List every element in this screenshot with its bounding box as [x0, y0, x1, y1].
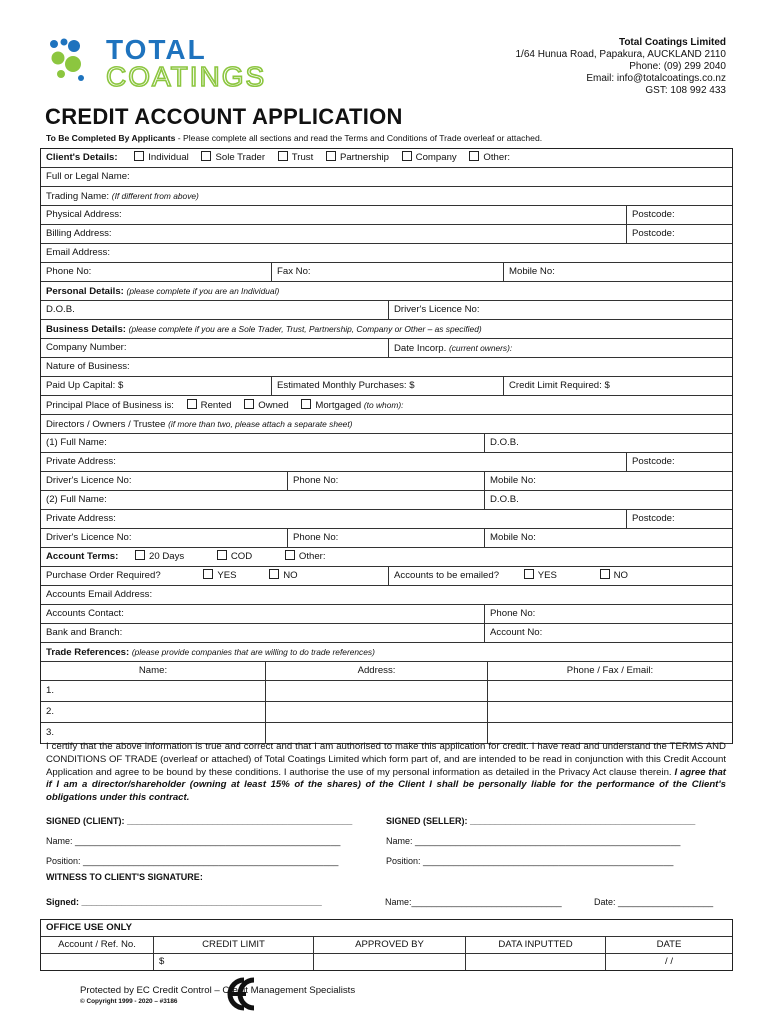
billing-address-row	[41, 225, 732, 244]
logo-word-total: TOTAL	[106, 34, 207, 65]
office-account-value[interactable]	[41, 954, 153, 970]
signed-client-line[interactable]: SIGNED (CLIENT): _____________________________________________	[46, 816, 353, 826]
nature-of-business-field[interactable]: Nature of Business:	[41, 358, 732, 377]
physical-address-field[interactable]: Physical Address:	[46, 209, 122, 220]
trading-name-field[interactable]: Trading Name: (If different from above)	[41, 187, 732, 206]
instructions: To Be Completed By Applicants - Please complete all sections and read the Terms and Conditions of Trade overleaf or attached.	[46, 133, 543, 143]
emailed-no-checkbox[interactable]	[600, 569, 610, 579]
trade-references-columns	[41, 662, 732, 681]
po-no-checkbox[interactable]	[269, 569, 279, 579]
company-gst: GST: 108 992 433	[645, 85, 726, 96]
company-phone: Phone: (09) 299 2040	[629, 61, 726, 72]
office-use-label: OFFICE USE ONLY	[46, 922, 133, 933]
trade-ref-2-address[interactable]	[265, 702, 487, 722]
director1-name-row	[41, 434, 732, 453]
business-details-header: Business Details: (please complete if you are a Sole Trader, Trust, Partnership, Company or Other – as specified)	[41, 320, 732, 339]
office-col-limit: CREDIT LIMIT	[153, 937, 313, 953]
billing-address-field[interactable]: Billing Address:	[46, 228, 112, 239]
capital-row	[41, 377, 732, 396]
director1-dob-field[interactable]: D.O.B.	[484, 434, 732, 452]
trade-ref-1-phone[interactable]	[487, 681, 732, 701]
footer-text: Protected by EC Credit Control – Credit Management Specialists	[80, 985, 356, 996]
director2-name-field[interactable]: (2) Full Name:	[46, 494, 107, 505]
contact-numbers-row	[41, 263, 732, 282]
office-col-account: Account / Ref. No.	[58, 939, 136, 950]
trade-reference-row	[41, 702, 732, 723]
personal-details-header: Personal Details: (please complete if you are an Individual)	[41, 282, 732, 301]
director2-address-field[interactable]: Private Address:	[46, 513, 116, 524]
other-terms-checkbox[interactable]	[285, 550, 295, 560]
director2-phone-field[interactable]: Phone No:	[287, 529, 484, 547]
director2-dob-field[interactable]: D.O.B.	[484, 491, 732, 509]
physical-address-row	[41, 206, 732, 225]
office-date-value[interactable]: / /	[605, 954, 732, 970]
trade-ref-1-name[interactable]: 1.	[46, 685, 55, 696]
individual-checkbox[interactable]	[134, 151, 144, 161]
accounts-contact-field[interactable]: Accounts Contact:	[46, 608, 124, 619]
mortgaged-checkbox[interactable]	[301, 399, 311, 409]
total-coatings-logo	[46, 34, 326, 94]
office-use-table	[40, 919, 733, 971]
director1-address-field[interactable]: Private Address:	[46, 456, 116, 467]
office-data-value[interactable]	[465, 954, 605, 970]
purchase-order-row: Purchase Order Required? YES NO Accounts to be emailed? YES NO	[41, 567, 732, 586]
office-col-date: DATE	[605, 937, 732, 953]
trade-col-address: Address:	[265, 662, 487, 680]
trade-ref-1-address[interactable]	[265, 681, 487, 701]
office-limit-value[interactable]: $	[153, 954, 313, 970]
email-address-field[interactable]: Email Address:	[41, 244, 732, 263]
office-approved-value[interactable]	[313, 954, 465, 970]
company-checkbox[interactable]	[402, 151, 412, 161]
billing-postcode-field[interactable]: Postcode:	[626, 225, 732, 243]
emailed-yes-checkbox[interactable]	[524, 569, 534, 579]
cod-checkbox[interactable]	[217, 550, 227, 560]
accounts-email-field[interactable]: Accounts Email Address:	[41, 586, 732, 605]
personal-details-row	[41, 301, 732, 320]
fax-field[interactable]: Fax No:	[271, 263, 503, 281]
director2-licence-field[interactable]: Driver's Licence No:	[46, 532, 132, 543]
company-number-row	[41, 339, 732, 358]
witness-name-line[interactable]: Name:______________________________	[385, 897, 562, 907]
seller-name-line[interactable]: Name: _____________________________________________________	[386, 836, 681, 846]
principal-place-row: Principal Place of Business is: Rented Owned Mortgaged (to whom):	[41, 396, 732, 415]
director2-address-row	[41, 510, 732, 529]
witness-signed-line[interactable]: Signed: ________________________________________________	[46, 897, 322, 907]
director1-address-row	[41, 453, 732, 472]
certification-text: I certify that the above information is true and correct and that I am authorised to make this application for credit. I have read and understand the TERMS AND CONDITIONS OF TRADE (overleaf or attached) of Total Coatings Limited which form part of, and are intended to be read in conjunction with this Credit Account Application and agree to be bound by these conditions. I authorise the use of my personal information as detailed in the Privacy Act clause therein. I agree that if I am a director/shareholder (owning at least 15% of the shares) of the Client I shall be personally liable for the performance of the Client's obligations under this contract.	[46, 741, 726, 804]
trade-col-name: Name:	[138, 665, 168, 676]
bank-row	[41, 624, 732, 643]
director1-postcode-field[interactable]: Postcode:	[626, 453, 732, 471]
legal-name-field[interactable]: Full or Legal Name:	[41, 168, 732, 187]
credit-limit-field[interactable]: Credit Limit Required: $	[503, 377, 732, 395]
sole-trader-checkbox[interactable]	[201, 151, 211, 161]
page-title: CREDIT ACCOUNT APPLICATION	[45, 104, 403, 129]
director1-contact-row	[41, 472, 732, 491]
director1-mobile-field[interactable]: Mobile No:	[484, 472, 732, 490]
bank-branch-field[interactable]: Bank and Branch:	[46, 627, 123, 638]
trade-ref-2-name[interactable]: 2.	[46, 706, 55, 717]
office-header-row	[41, 920, 732, 937]
trust-checkbox[interactable]	[278, 151, 288, 161]
company-name: Total Coatings Limited	[618, 37, 726, 48]
clients-details-label: Client's Details:	[46, 152, 118, 163]
company-address: 1/64 Hunua Road, Papakura, AUCKLAND 2110	[515, 49, 726, 60]
directors-header: Directors / Owners / Trustee (if more than two, please attach a separate sheet)	[41, 415, 732, 434]
trade-col-phone: Phone / Fax / Email:	[487, 662, 732, 680]
partnership-checkbox[interactable]	[326, 151, 336, 161]
signed-seller-line[interactable]: SIGNED (SELLER): _____________________________________________	[386, 816, 696, 826]
copyright-text: © Copyright 1999 - 2020 – #3186	[80, 998, 178, 1005]
20-days-checkbox[interactable]	[135, 550, 145, 560]
office-columns-row	[41, 937, 732, 954]
owned-checkbox[interactable]	[244, 399, 254, 409]
accounts-phone-field[interactable]: Phone No:	[484, 605, 732, 623]
accounts-contact-row	[41, 605, 732, 624]
director1-name-field[interactable]: (1) Full Name:	[46, 437, 107, 448]
phone-field[interactable]: Phone No:	[46, 266, 92, 277]
director2-postcode-field[interactable]: Postcode:	[626, 510, 732, 528]
trade-ref-3-name[interactable]: 3.	[46, 727, 55, 738]
witness-label: WITNESS TO CLIENT'S SIGNATURE:	[46, 872, 203, 882]
mobile-field[interactable]: Mobile No:	[503, 263, 732, 281]
office-values-row	[41, 954, 732, 970]
date-incorp-field[interactable]: Date Incorp. (current owners):	[388, 339, 732, 357]
office-col-approved: APPROVED BY	[313, 937, 465, 953]
trade-reference-row	[41, 681, 732, 702]
seller-position-line[interactable]: Position: __________________________________________________	[386, 856, 674, 866]
other-checkbox[interactable]	[469, 151, 479, 161]
director2-contact-row	[41, 529, 732, 548]
client-name-line[interactable]: Name: _____________________________________________________	[46, 836, 341, 846]
trade-ref-3-phone[interactable]	[487, 723, 732, 743]
company-number-field[interactable]: Company Number:	[46, 342, 127, 353]
po-yes-checkbox[interactable]	[203, 569, 213, 579]
company-info	[515, 37, 726, 97]
clients-details-row: Client's Details: Individual Sole Trader Trust Partnership Company Other:	[41, 149, 732, 168]
monthly-purchases-field[interactable]: Estimated Monthly Purchases: $	[271, 377, 503, 395]
director1-phone-field[interactable]: Phone No:	[287, 472, 484, 490]
director2-mobile-field[interactable]: Mobile No:	[484, 529, 732, 547]
director1-licence-field[interactable]: Driver's Licence No:	[46, 475, 132, 486]
account-number-field[interactable]: Account No:	[484, 624, 732, 642]
office-col-data: DATA INPUTTED	[465, 937, 605, 953]
witness-date-line[interactable]: Date: ___________________	[594, 897, 714, 907]
physical-postcode-field[interactable]: Postcode:	[626, 206, 732, 224]
logo-word-coatings: COATINGS	[106, 61, 267, 92]
client-position-line[interactable]: Position: ___________________________________________________	[46, 856, 339, 866]
trade-references-header: Trade References: (please provide companies that are willing to do trade references)	[41, 643, 732, 662]
rented-checkbox[interactable]	[187, 399, 197, 409]
trade-ref-2-phone[interactable]	[487, 702, 732, 722]
trade-ref-3-address[interactable]	[265, 723, 487, 743]
drivers-licence-field[interactable]: Driver's Licence No:	[388, 301, 732, 319]
application-form	[40, 148, 733, 744]
dob-field[interactable]: D.O.B.	[46, 304, 75, 315]
account-terms-row: Account Terms: 20 Days COD Other:	[41, 548, 732, 567]
paid-up-capital-field[interactable]: Paid Up Capital: $	[46, 380, 124, 391]
director2-name-row	[41, 491, 732, 510]
company-email: Email: info@totalcoatings.co.nz	[586, 73, 726, 84]
